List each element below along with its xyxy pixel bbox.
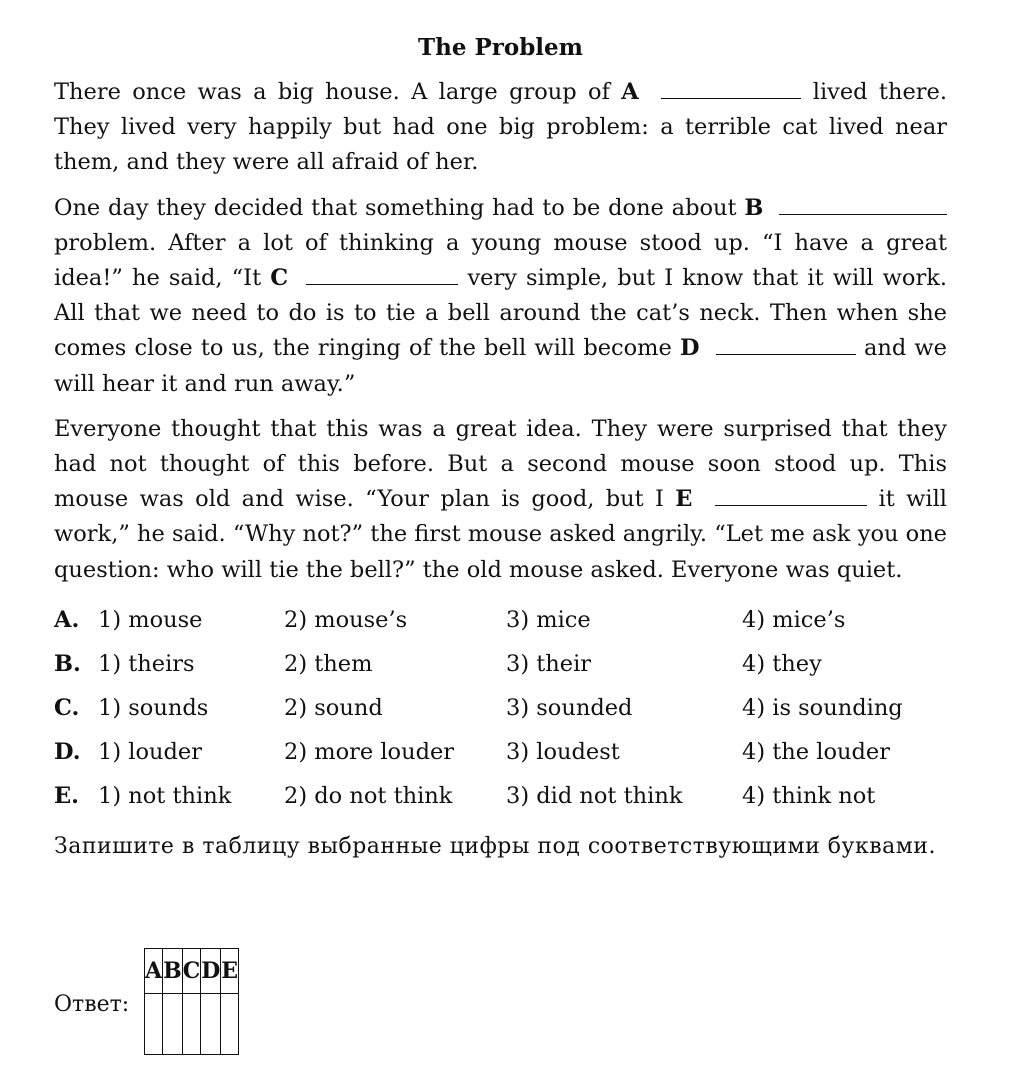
paragraph-1	[54, 75, 947, 181]
option-choice-2[interactable]: 2) them	[284, 650, 373, 677]
answer-header-b: B	[163, 949, 183, 994]
answer-table-header-row	[145, 949, 239, 994]
option-choice-2[interactable]: 2) more louder	[284, 738, 455, 765]
answer-table-input-row	[145, 994, 239, 1055]
option-letter: B.	[54, 650, 81, 677]
option-row-d	[54, 730, 947, 774]
gap-label-e: E	[675, 486, 693, 513]
paragraph-2-text: and we will hear it and run away.”	[54, 335, 947, 397]
gap-label-c: C	[270, 265, 289, 292]
paragraph-3	[54, 412, 947, 588]
option-choice-1[interactable]: 1) not think	[98, 782, 232, 809]
paragraph-2-text: problem. After a lot of thinking a young mouse stood up. “I have a great idea!” he said, “It	[54, 229, 947, 292]
option-choice-2[interactable]: 2) mouse’s	[284, 606, 408, 633]
option-choice-2[interactable]: 2) sound	[284, 694, 383, 721]
gap-d-blank[interactable]	[716, 336, 856, 355]
paragraph-3-text: it will work,” he said. “Why not?” the first mouse asked angrily. “Let me ask you one question: who will tie the bell?” the old mouse asked. Everyone was quiet.	[54, 486, 947, 583]
option-row-c	[54, 686, 947, 730]
option-choice-3[interactable]: 3) their	[506, 650, 592, 677]
option-choice-3[interactable]: 3) loudest	[506, 738, 620, 765]
paragraph-2-text: One day they decided that something had to be done about	[54, 194, 745, 221]
option-letter: D.	[54, 738, 81, 765]
option-letter: A.	[54, 606, 80, 633]
answer-header-e: E	[221, 949, 239, 994]
paragraph-2-text: very simple, but I know that it will work. All that we need to do is to tie a bell around the cat’s neck. Then when she comes close to us, the ringing of the bell will become	[54, 265, 948, 362]
answer-label: Ответ:	[54, 992, 130, 1017]
answer-options	[54, 598, 947, 818]
answer-cell-c[interactable]	[182, 994, 201, 1055]
option-choice-4[interactable]: 4) they	[742, 650, 822, 677]
answer-header-c: C	[182, 949, 201, 994]
option-choice-4[interactable]: 4) think not	[742, 782, 876, 809]
option-choice-1[interactable]: 1) mouse	[98, 606, 203, 633]
answer-cell-e[interactable]	[221, 994, 239, 1055]
option-letter: E.	[54, 782, 79, 809]
paragraph-1-text: There once was a big house. A large group of	[54, 79, 622, 105]
answer-cell-d[interactable]	[201, 994, 221, 1055]
paragraph-3-text: Everyone thought that this was a great idea. They were surprised that they had not thought of this before. But a second mouse soon stood up. This mouse was old and wise. “Your plan is good, but I	[54, 415, 947, 513]
option-choice-3[interactable]: 3) did not think	[506, 782, 683, 809]
option-choice-1[interactable]: 1) louder	[98, 738, 202, 765]
answer-header-a: A	[145, 949, 163, 994]
gap-label-b: B	[744, 194, 764, 221]
option-row-e	[54, 774, 947, 818]
paragraph-1-text: lived there. They lived very happily but had one big problem: a terrible cat lived near them, and they were all afraid of her.	[54, 79, 947, 176]
paragraph-2	[54, 191, 947, 402]
option-choice-4[interactable]: 4) is sounding	[742, 694, 903, 721]
option-choice-4[interactable]: 4) mice’s	[742, 606, 846, 633]
option-choice-3[interactable]: 3) sounded	[506, 694, 633, 721]
gap-label-d: D	[679, 335, 700, 362]
option-choice-4[interactable]: 4) the louder	[742, 738, 890, 765]
option-choice-1[interactable]: 1) theirs	[98, 650, 195, 677]
page-title: The Problem	[417, 34, 584, 61]
answer-header-d: D	[201, 949, 221, 994]
option-choice-2[interactable]: 2) do not think	[284, 782, 453, 809]
option-letter: C.	[54, 694, 80, 721]
gap-b-blank[interactable]	[779, 196, 947, 215]
answer-cell-b[interactable]	[163, 994, 183, 1055]
option-choice-1[interactable]: 1) sounds	[98, 694, 209, 721]
worksheet	[54, 34, 947, 886]
gap-label-a: A	[621, 79, 639, 105]
gap-c-blank[interactable]	[306, 266, 458, 285]
option-row-b	[54, 642, 947, 686]
option-row-a	[54, 598, 947, 642]
option-choice-3[interactable]: 3) mice	[506, 606, 591, 633]
answer-table	[144, 948, 239, 1055]
gap-a-blank[interactable]	[661, 80, 801, 99]
answer-cell-a[interactable]	[145, 994, 163, 1055]
instruction-text: Запишите в таблицу выбранные цифры под соответствующими буквами.	[54, 833, 936, 859]
gap-e-blank[interactable]	[715, 487, 867, 506]
